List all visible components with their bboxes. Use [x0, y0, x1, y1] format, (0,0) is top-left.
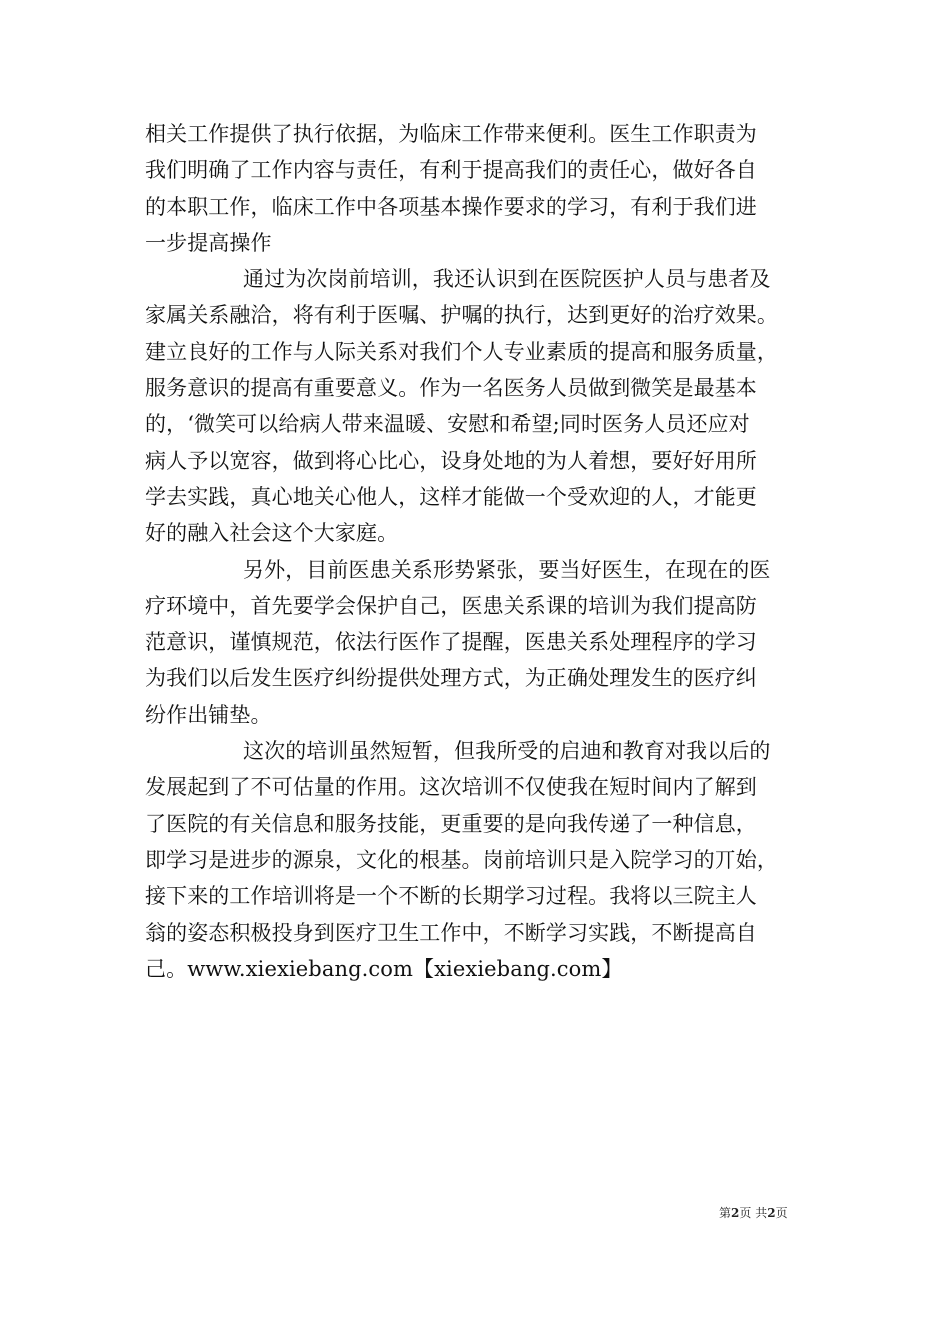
text-line: 的，‘微笑可以给病人带来温暖、安慰和希望;同时医务人员还应对 — [145, 412, 750, 437]
text-line: 发展起到了不可估量的作用。这次培训不仅使我在短时间内了解到 — [145, 775, 757, 800]
text-line: 学去实践，真心地关心他人，这样才能做一个受欢迎的人，才能更 — [145, 484, 757, 509]
text-line: 为我们以后发生医疗纠纷提供处理方式，为正确处理发生的医疗纠 — [145, 666, 757, 691]
text-line: 纷作出铺垫。 — [145, 702, 272, 727]
text-line: 家属关系融洽，将有利于医嘱、护嘱的执行，达到更好的治疗效果。 — [145, 303, 778, 328]
paragraph-first-line: 这次的培训虽然短暂，但我所受的启迪和教育对我以后的 — [243, 739, 771, 764]
paragraph-first-line: 另外，目前医患关系形势紧张，要当好医生，在现在的医 — [243, 557, 771, 582]
text-line: 服务意识的提高有重要意义。作为一名医务人员做到微笑是最基本 — [145, 376, 757, 401]
paragraph-first-line: 通过为次岗前培训，我还认识到在医院医护人员与患者及 — [243, 267, 771, 292]
text-line: 好的融入社会这个大家庭。 — [145, 521, 399, 546]
text-line: 疗环境中，首先要学会保护自己，医患关系课的培训为我们提高防 — [145, 593, 757, 618]
text-line: 的本职工作，临床工作中各项基本操作要求的学习，有利于我们进 — [145, 194, 757, 219]
text-line: 接下来的工作培训将是一个不断的长期学习过程。我将以三院主人 — [145, 884, 757, 909]
text-line: 病人予以宽容，做到将心比心，设身处地的为人着想，要好好用所 — [145, 448, 757, 473]
text-line: 即学习是进步的源泉，文化的根基。岗前培训只是入院学习的丌始， — [145, 847, 778, 872]
text-line: 翁的姿态积极投身到医疗卫生工作中，不断学习实践，不断提高自 — [145, 920, 757, 945]
page-number-suffix: 页 — [775, 1206, 788, 1220]
current-page-number: 2 — [731, 1206, 740, 1220]
page-number-middle: 页 共 — [739, 1206, 768, 1220]
text-line: 一步提高操作 — [145, 230, 272, 255]
page-number-prefix: 第 — [719, 1206, 732, 1220]
total-pages-number: 2 — [767, 1206, 776, 1220]
page-footer — [719, 1205, 788, 1221]
text-line: 建立良好的工作与人际关系对我们个人专业素质的提高和服务质量， — [145, 339, 778, 364]
text-line: 己。www.xiexiebang.com【xiexiebang.com】 — [145, 956, 623, 981]
text-line: 范意识，谨慎规范，依法行医作了提醒，医患关系处理程序的学习 — [145, 630, 757, 655]
body-text — [145, 116, 813, 987]
text-line: 我们明确了工作内容与责任，有利于提高我们的责任心，做好各自 — [145, 158, 757, 183]
text-line: 相关工作提供了执行依据，为临床工作带来便利。医生工作职责为 — [145, 122, 757, 146]
text-line: 了医院的有关信息和服务技能，更重要的是向我传递了一种信息， — [145, 811, 757, 836]
